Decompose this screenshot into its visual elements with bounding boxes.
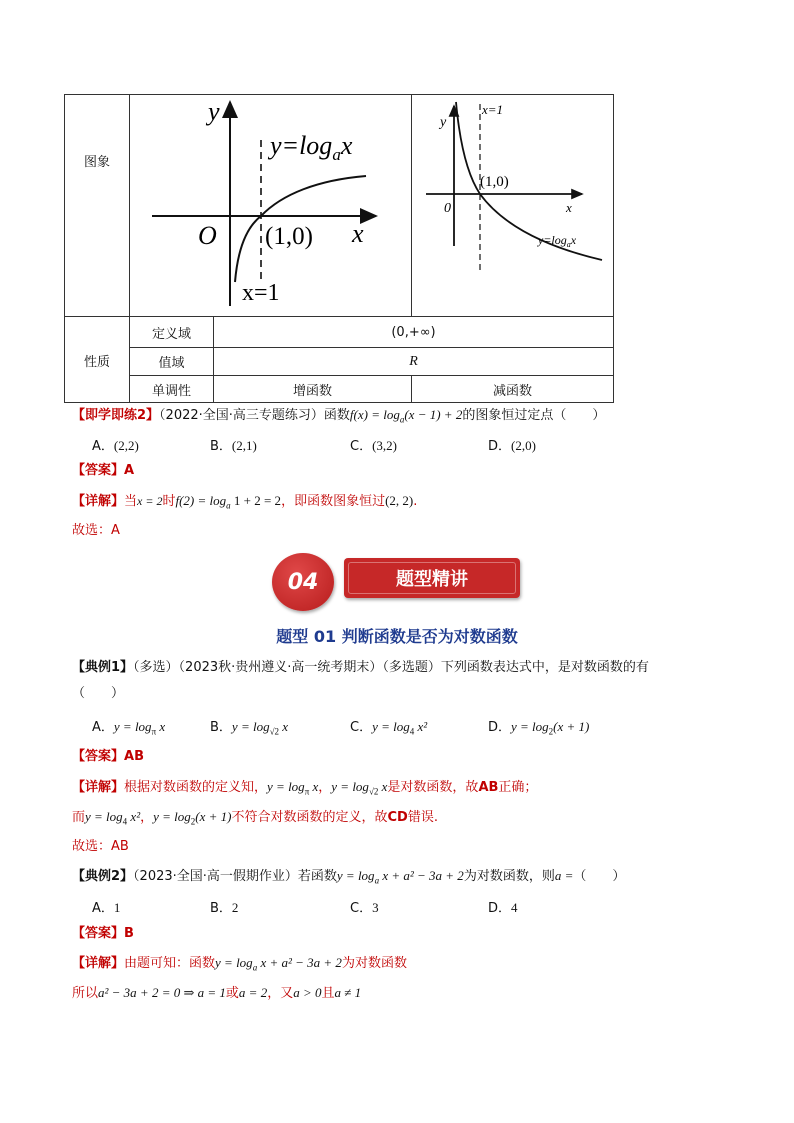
exercise-2-choose: 故选：A xyxy=(72,523,120,538)
example-1-choose: 故选：AB xyxy=(72,839,129,854)
math-sub: a xyxy=(399,414,405,425)
prop-value-decreasing: 减函数 xyxy=(492,383,532,399)
prop-value-increasing: 增函数 xyxy=(292,383,332,399)
x-axis-label: x xyxy=(352,219,364,248)
example-1-question: 【典例1】（多选）（2023秋·贵州遵义·高一统考期末）（多选题）下列函数表达式中，是对数函数的有 xyxy=(72,660,649,675)
question-text: 的图象恒过定点（ ） xyxy=(462,408,606,423)
option-c[interactable]: C．$y = \log_4 x^2$ xyxy=(350,719,428,737)
example-2-detail-1: 【详解】由题可知：函数$y = \log_a x + a^2 - 3a + 2$为对数函数 xyxy=(72,955,407,973)
example-1-detail-1: 【详解】根据对数函数的定义知，$y = \log_\pi x$，$y = \log_{√2} x$是对数函数，故AB正确； xyxy=(72,779,538,797)
math-expr: f(x) = log xyxy=(349,407,400,422)
prop-name-monotonic: 单调性 xyxy=(151,383,191,399)
prop-value-range: R xyxy=(409,353,418,369)
option-c[interactable]: C．3 xyxy=(350,900,379,916)
point-label: (1,0) xyxy=(265,223,313,250)
y-axis-label: y xyxy=(208,97,220,126)
option-d[interactable]: D．$y = \log_2(x + 1)$ xyxy=(488,719,590,737)
option-a[interactable]: A．1 xyxy=(92,900,121,916)
curve-label: $y=\log_ax$ xyxy=(270,131,353,164)
example-1-detail-2: 而$y = \log_4 x^2$，$y = \log_2(x + 1)$不符合对数函数的定义，故CD错误. xyxy=(72,809,438,827)
row-label-property: 性质 xyxy=(83,354,110,370)
option-b[interactable]: B．$y = \log_{√2} x$ xyxy=(210,719,289,737)
prop-name-range: 值域 xyxy=(158,356,185,371)
exercise-2-answer: 【答案】A xyxy=(72,463,135,478)
properties-table xyxy=(64,94,614,403)
asymptote-label: x=1 xyxy=(482,102,504,117)
example-2-question: 【典例2】（2023·全国·高一假期作业）若函数$y = \log_a x + a^2 - 3a + 2$为对数函数，则a =（ ） xyxy=(72,868,626,886)
exercise-tag: 【即学即练2】 xyxy=(72,408,160,423)
example-1-answer: 【答案】AB xyxy=(72,749,144,764)
origin-label: 0 xyxy=(444,201,451,216)
origin-label: O xyxy=(198,221,217,250)
option-b[interactable]: B．2 xyxy=(210,900,239,916)
exercise-2-detail: 【详解】当x = 2时$f(2) = \log_a 1 + 2 = 2$，即函数图象恒过(2, 2). xyxy=(72,493,418,511)
prop-value-domain: (0,+∞) xyxy=(391,324,436,340)
math-expr: (x − 1) + 2 xyxy=(404,407,463,422)
y-axis-label: y xyxy=(440,115,447,130)
option-d[interactable]: D．4 xyxy=(488,900,518,916)
question-text: （2022·全国·高三专题练习）函数 xyxy=(159,408,350,423)
log-curve xyxy=(456,102,602,260)
section-banner: 题型精讲 xyxy=(344,558,520,598)
option-d[interactable]: D．(2,0) xyxy=(488,438,536,454)
section-title: 题型 01 判断函数是否为对数函数 xyxy=(276,627,518,646)
exercise-2-question xyxy=(72,405,605,430)
section-number-badge: 04 xyxy=(272,553,334,611)
point-label: (1,0) xyxy=(480,174,509,190)
option-a[interactable]: A．(2,2) xyxy=(92,438,139,454)
option-c[interactable]: C．(3,2) xyxy=(350,438,397,454)
option-a[interactable]: A．$y = \log_\pi x$ xyxy=(92,719,166,737)
graph-increasing xyxy=(130,96,411,315)
example-2-answer: 【答案】B xyxy=(72,926,134,941)
x-axis-label: x xyxy=(566,200,572,215)
example-2-detail-2: 所以a² − 3a + 2 = 0 ⇒ a = 1或a = 2，又a > 0且a ≠ 1 xyxy=(72,985,362,1001)
example-1-question-cont: （ ） xyxy=(72,686,125,701)
row-label-image: 图象 xyxy=(83,154,110,170)
graph-decreasing xyxy=(412,96,613,315)
prop-name-domain: 定义域 xyxy=(151,326,191,342)
option-b[interactable]: B．(2,1) xyxy=(210,438,257,454)
asymptote-label: x=1 xyxy=(242,280,280,306)
curve-label: $y=\log_ax$ xyxy=(538,233,577,249)
